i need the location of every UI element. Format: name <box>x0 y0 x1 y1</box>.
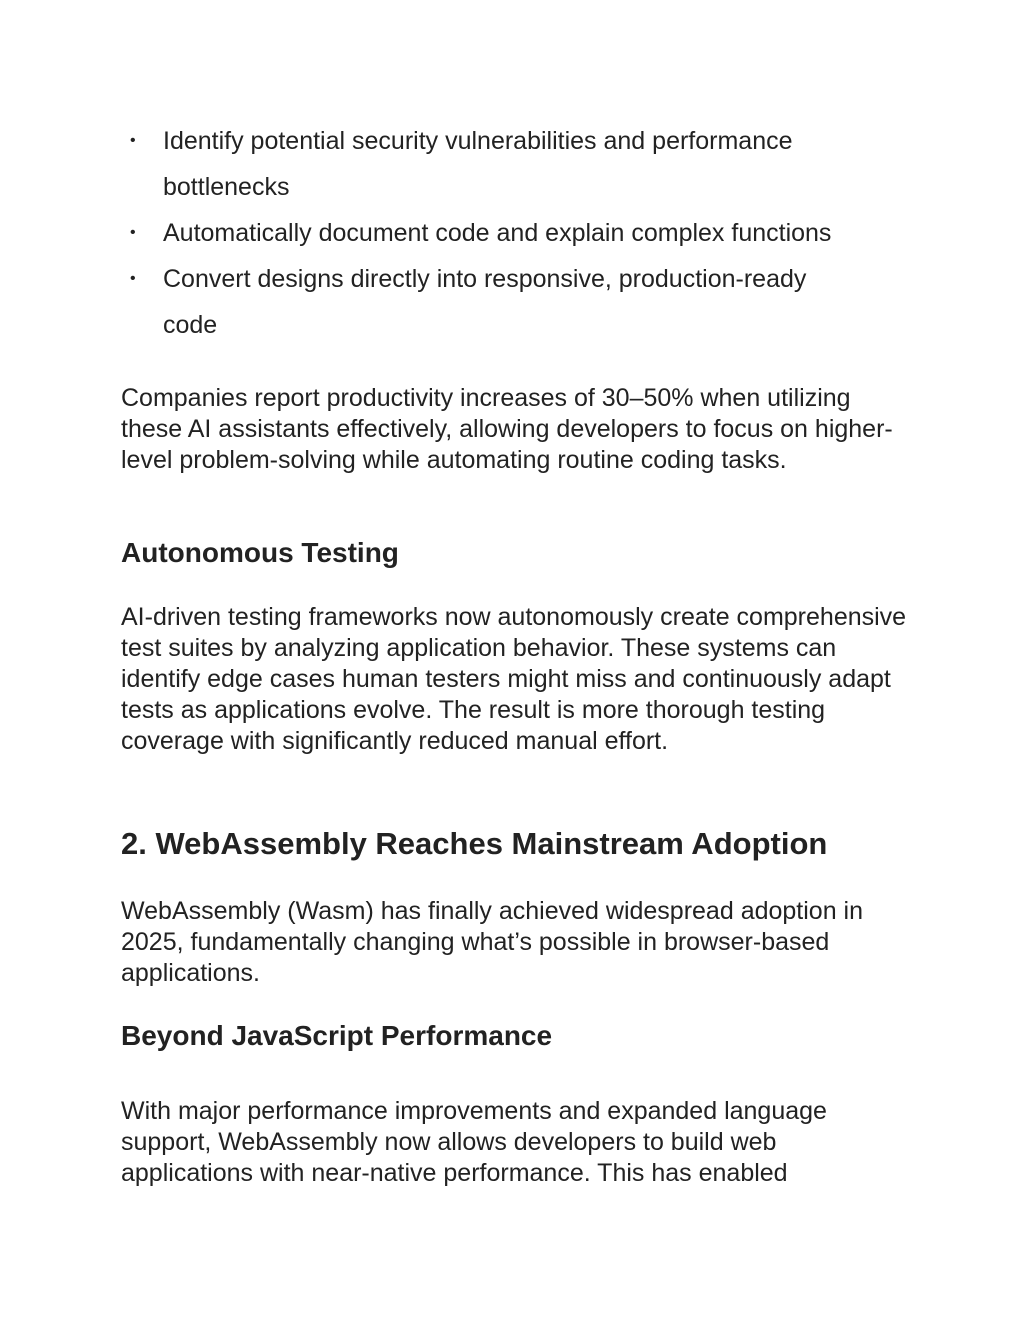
paragraph: AI-driven testing frameworks now autonomously create comprehensive test suites by analyzing application behavior. These systems can identify edge cases human testers might miss and continuously adapt tests as applications evolve. The result is more thorough testing coverage with significantly reduced manual effort. <box>121 603 907 755</box>
list-item: • Automatically document code and explain complex functions <box>130 210 890 256</box>
paragraph: With major performance improvements and expanded language support, WebAssembly now allows developers to build web applications with near-native performance. This has enabled <box>121 1097 827 1187</box>
heading-webassembly: 2. WebAssembly Reaches Mainstream Adoption <box>121 826 828 861</box>
list-item: • Convert designs directly into responsive, production-ready code <box>130 256 890 348</box>
bullet-list <box>130 118 890 348</box>
paragraph: Companies report productivity increases of 30–50% when utilizing these AI assistants effectively, allowing developers to focus on higher-level problem-solving while automating routine coding tasks. <box>121 384 893 474</box>
paragraph: WebAssembly (Wasm) has finally achieved widespread adoption in 2025, fundamentally changing what’s possible in browser-based applications. <box>121 897 864 987</box>
list-item: • Identify potential security vulnerabilities and performance bottlenecks <box>130 118 890 210</box>
heading-autonomous-testing: Autonomous Testing <box>121 537 399 568</box>
heading-beyond-javascript: Beyond JavaScript Performance <box>121 1020 553 1051</box>
